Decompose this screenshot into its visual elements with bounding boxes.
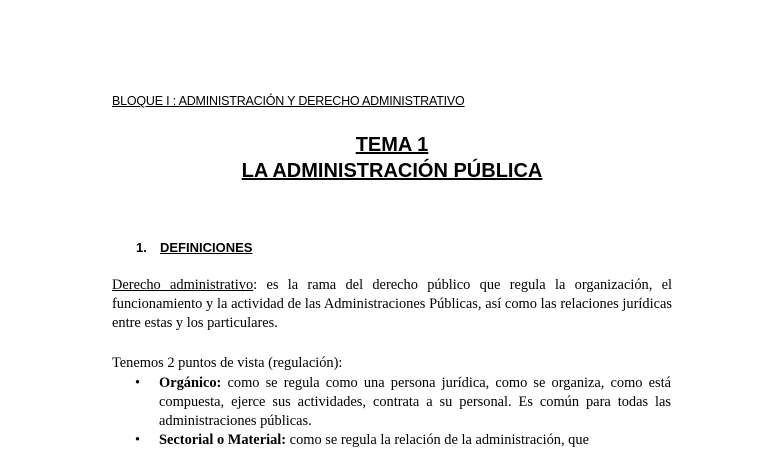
block-heading: BLOQUE I : ADMINISTRACIÓN Y DERECHO ADMINISTRATIVO xyxy=(112,94,465,108)
list-item-text: como se regula como una persona jurídica, como se organiza, como está compuesta, ejerce sus actividades, contrata a su personal. Es común para todas las administraciones públicas. xyxy=(159,375,671,429)
definition-colon: : xyxy=(253,277,258,293)
topic-number: TEMA 1 xyxy=(355,134,429,156)
definition-term: Derecho administrativo xyxy=(112,277,254,293)
section-heading xyxy=(136,240,252,255)
definition-text: es la rama del derecho público que regula la organización, el funcionamiento y la actividad de las Administraciones Públicas, así como las relaciones jurídicas entre estas y los particulares. xyxy=(112,277,672,331)
section-title: DEFINICIONES xyxy=(160,240,253,255)
definition-paragraph xyxy=(112,276,672,333)
list-item-title: Sectorial o Material: xyxy=(159,432,287,448)
topic-title: LA ADMINISTRACIÓN PÚBLICA xyxy=(241,160,543,182)
section-number: 1. xyxy=(136,240,147,255)
list-item-title: Orgánico: xyxy=(159,375,222,391)
viewpoint-list xyxy=(159,374,671,450)
list-item xyxy=(159,374,671,431)
list-item-text: como se regula la relación de la administración, que xyxy=(286,432,589,448)
intro-paragraph: Tenemos 2 puntos de vista (regulación): xyxy=(112,355,343,371)
